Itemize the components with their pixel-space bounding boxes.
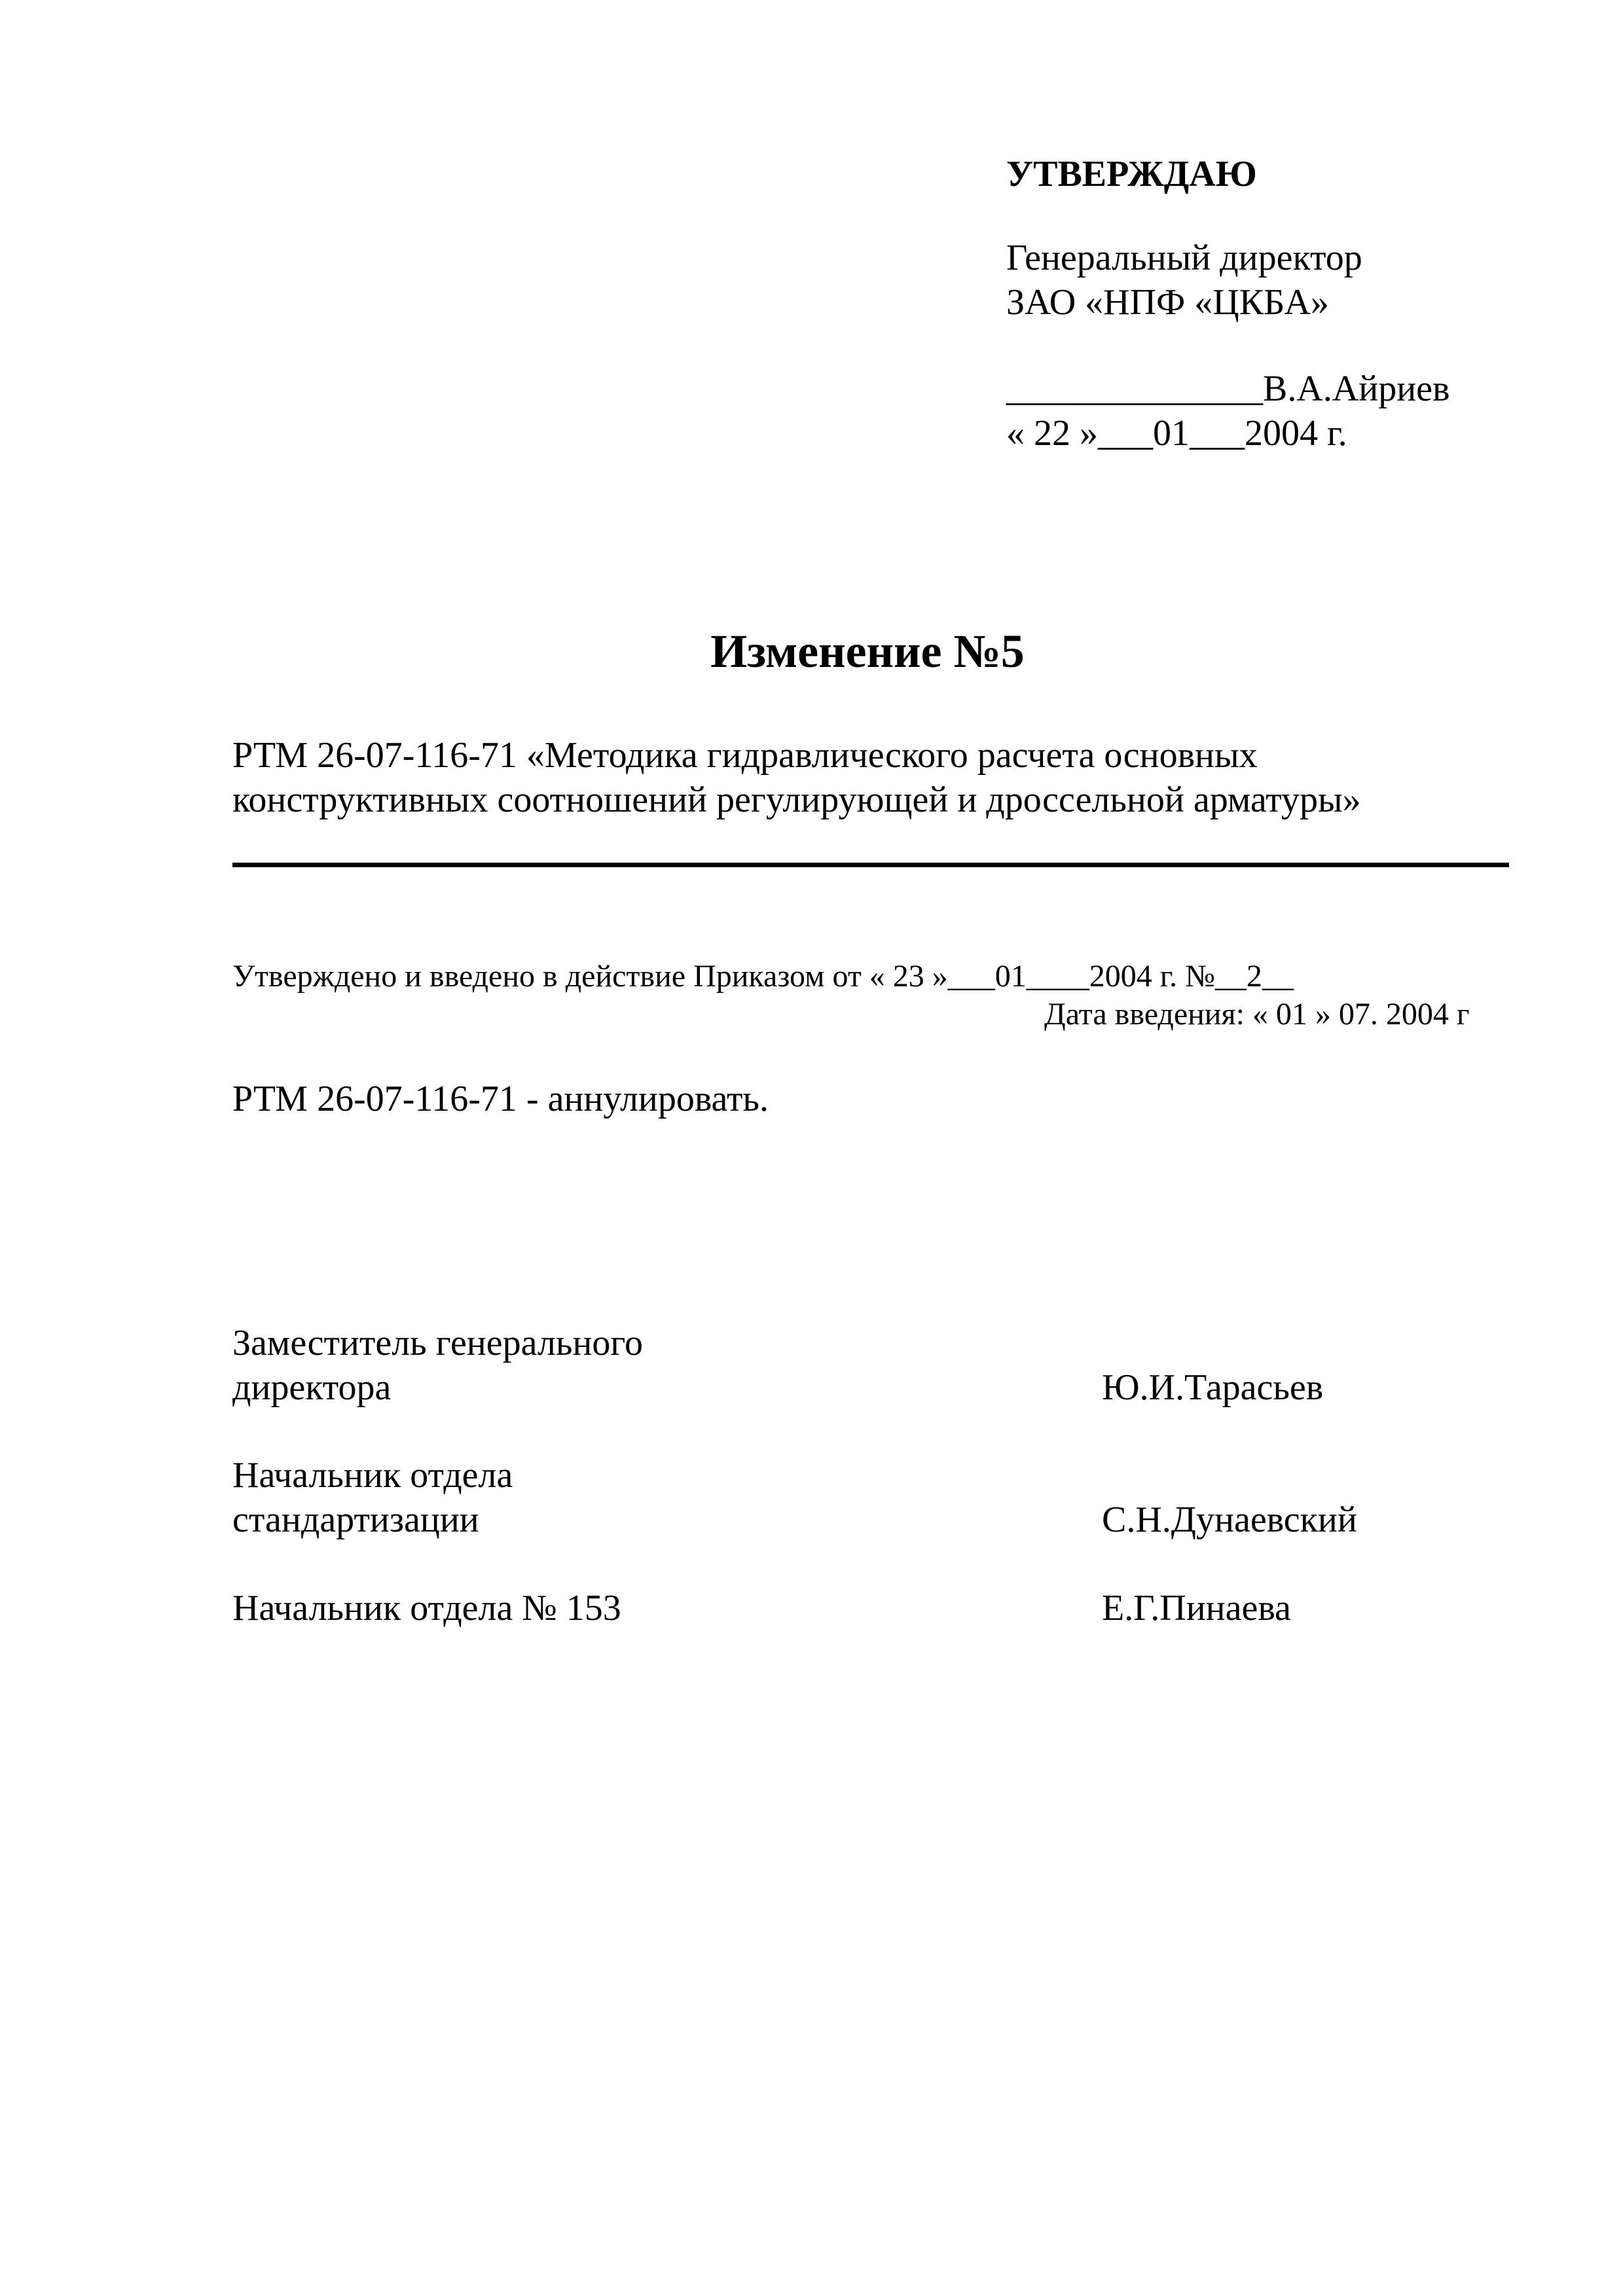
approver-signature-line: ______________В.А.Айриев	[1006, 368, 1450, 409]
approval-block	[1006, 152, 1450, 456]
approver-organization: ЗАО «НПФ «ЦКБА»	[1006, 282, 1329, 323]
signatory-role-line2: директора	[232, 1367, 392, 1408]
signatory-role	[232, 1453, 513, 1542]
signatory-name: С.Н.Дунаевский	[1102, 1499, 1357, 1540]
subject-line-2: конструктивных соотношений регулирующей и дроссельной арматуры»	[232, 780, 1361, 820]
annulment-text: РТМ 26-07-116-71 - аннулировать.	[232, 1079, 769, 1119]
signatory-role-line2: стандартизации	[232, 1499, 479, 1540]
signatory-name: Ю.И.Тарасьев	[1102, 1367, 1324, 1408]
approval-heading: УТВЕРЖДАЮ	[1006, 154, 1257, 194]
signatory-role: Начальник отдела № 153	[232, 1588, 621, 1628]
signatory-role	[232, 1321, 643, 1410]
order-text: Утверждено и введено в действие Приказом от « 23 »___01____2004 г. №__2__	[232, 959, 1294, 994]
signatory-role-line1: Начальник отдела	[232, 1455, 513, 1496]
document-title: Изменение №5	[710, 625, 1025, 677]
approver-position-line1: Генеральный директор	[1006, 238, 1362, 278]
effective-date: Дата введения: « 01 » 07. 2004 г	[1044, 997, 1470, 1031]
horizontal-rule	[232, 863, 1509, 867]
approval-date: « 22 »___01___2004 г.	[1006, 413, 1347, 454]
document-subject	[232, 733, 1361, 822]
signatory-name: Е.Г.Пинаева	[1102, 1588, 1291, 1628]
subject-line-1: РТМ 26-07-116-71 «Методика гидравлического расчета основных	[232, 735, 1258, 776]
signatory-role-line1: Заместитель генерального	[232, 1323, 643, 1363]
